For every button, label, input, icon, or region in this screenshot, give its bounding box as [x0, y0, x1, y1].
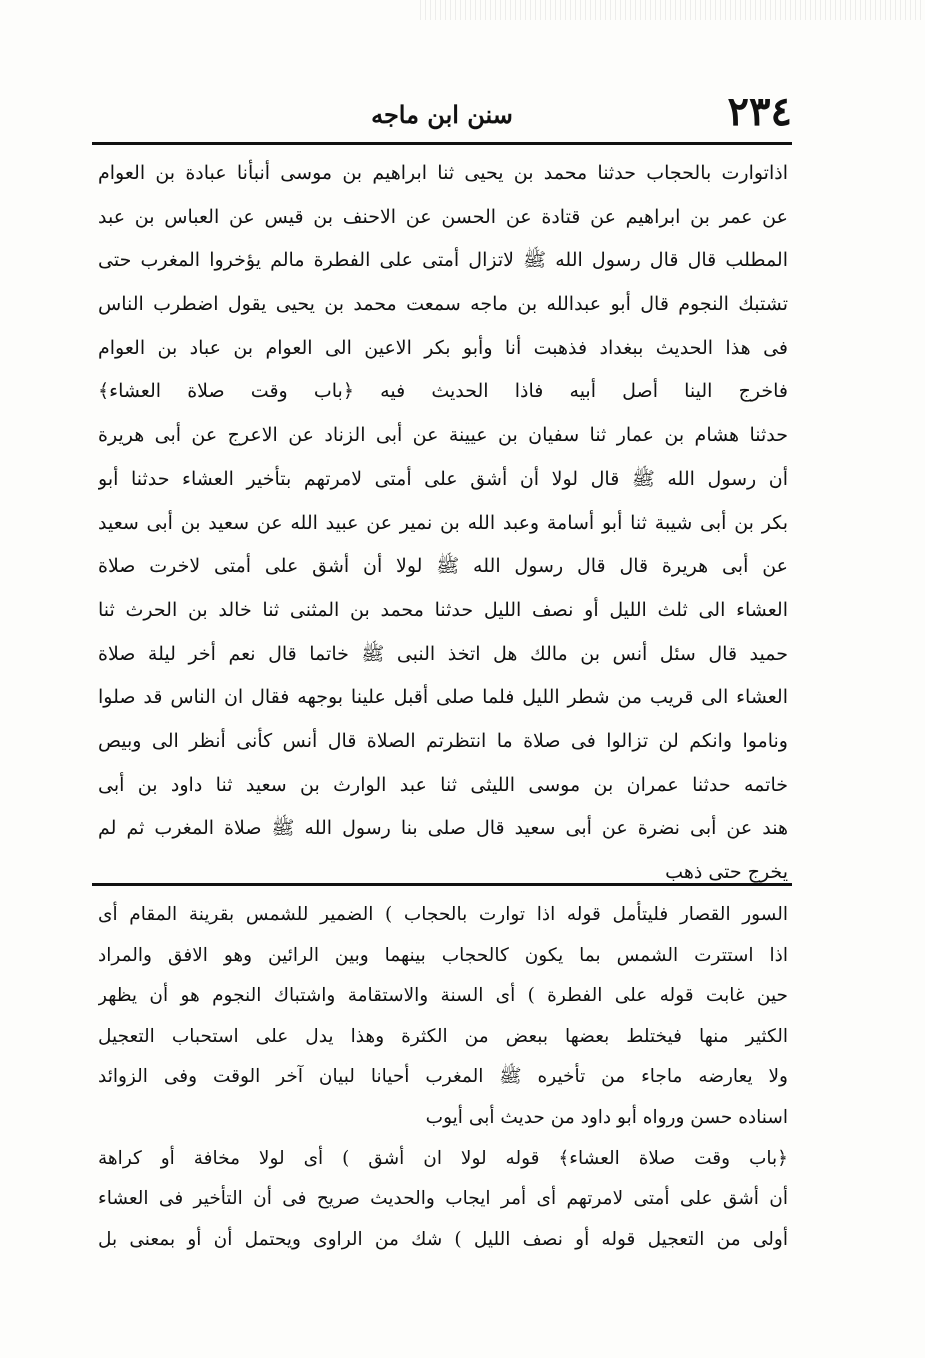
text-line: المطلب قال قال رسول الله ﷺ لاتزال أمتى على الفطرة مالم يؤخروا المغرب حتى — [98, 249, 788, 272]
scan-noise — [420, 0, 925, 20]
running-title: سنن ابن ماجه — [371, 100, 513, 129]
footnote-line: أولى من التعجيل قوله أو نصف الليل ) شك من الراوى ويحتمل أن أو بمعنى بل — [98, 1228, 788, 1250]
footnote-line: الكثير منها فيختلط بعضها ببعض من الكثرة وهذا يدل على استحباب التعجيل — [98, 1025, 788, 1047]
footnote-block — [98, 895, 788, 1260]
footnote-line: اسناده حسن ورواه أبو داود من حديث أبى أيوب — [425, 1106, 788, 1128]
page-header — [92, 88, 792, 140]
header-rule — [92, 142, 792, 145]
text-line: عن أبى هريرة قال قال رسول الله ﷺ لولا أن أشق على أمتى لاخرت صلاة — [98, 555, 788, 578]
footnote-line: اذا استترت الشمس بما يكون كالحجاب بينهما وبين الرائين وهو الافق والمراد — [98, 944, 788, 966]
text-line: اذاتوارت بالحجاب حدثنا محمد بن يحيى ثنا ابراهيم بن موسى أنبأنا عبادة بن العوام — [98, 162, 788, 184]
text-line: العشاء الى قريب من شطر الليل فلما صلى أقبل علينا بوجهه فقال ان الناس قد صلوا — [98, 686, 788, 709]
footnote-line: ولا يعارضه ماجاء من تأخيره ﷺ المغرب أحيانا لبيان آخر الوقت وفى الزوائد — [98, 1066, 788, 1088]
footnote-line: حين غابت قوله على الفطرة ) أى السنة والاستقامة واشتباك النجوم هو أن يظهر — [98, 985, 788, 1007]
footnote-line: السور القصار فليتأمل قوله اذا توارت بالحجاب ) الضمير للشمس بقرينة المقام أى — [98, 904, 788, 925]
text-line: وناموا وانكم لن تزالوا فى صلاة ما انتظرتم الصلاة قال أنس كأنى أنظر الى وبيص — [98, 729, 788, 752]
chapter-heading-line: فاخرج الينا أصل أبيه فاذا الحديث فيه ﴿باب وقت صلاة العشاء﴾ — [98, 380, 788, 403]
page-number: ٢٣٤ — [727, 88, 792, 135]
text-line: هند عن أبى نضرة عن أبى سعيد قال صلى بنا رسول الله ﷺ صلاة المغرب ثم لم — [98, 817, 788, 840]
text-line: خاتمه حدثنا عمران بن موسى الليثى ثنا عبد الوارث بن سعيد ثنا داود بن أبى — [98, 773, 788, 796]
text-line: فى هذا الحديث ببغداد فذهبت أنا وأبو بكر الاعين الى العوام بن عباد بن العوام — [98, 336, 788, 359]
text-line: أن رسول الله ﷺ قال لولا أن أشق على أمتى لامرتهم بتأخير العشاء حدثنا أبو — [98, 467, 788, 490]
text-line: حميد قال سئل أنس بن مالك هل اتخذ النبى ﷺ خاتما قال نعم أخر ليلة صلاة — [98, 642, 788, 665]
text-line: بكر بن أبى شيبة ثنا أبو أسامة وعبد الله بن نمير عن عبيد الله عن سعيد بن أبى سعيد — [98, 511, 788, 534]
text-line: عن عمر بن ابراهيم عن قتادة عن الحسن عن الاحنف بن قيس عن العباس بن عبد — [98, 205, 788, 228]
text-line: تشتبك النجوم قال أبو عبدالله بن ماجه سمعت محمد بن يحيى يقول اضطرب الناس — [98, 293, 788, 316]
main-text-block — [98, 152, 788, 895]
footnote-separator — [92, 883, 792, 886]
text-line: العشاء الى ثلث الليل أو نصف الليل حدثنا محمد بن المثنى ثنا خالد بن الحرث ثنا — [98, 598, 788, 621]
text-line: يخرج حتى ذهب — [665, 861, 788, 883]
text-line: حدثنا هشام بن عمار ثنا سفيان بن عيينة عن أبى الزناد عن الاعرج عن أبى هريرة — [98, 424, 788, 447]
footnote-line: أن أشق على أمتى لامرتهم أى أمر ايجاب والحديث صريح فى أن التأخير فى العشاء — [98, 1188, 788, 1210]
footnote-chapter-line: ﴿باب وقت صلاة العشاء﴾ قوله لولا ان أشق ) أى لولا مخافة أو كراهة — [98, 1147, 788, 1169]
